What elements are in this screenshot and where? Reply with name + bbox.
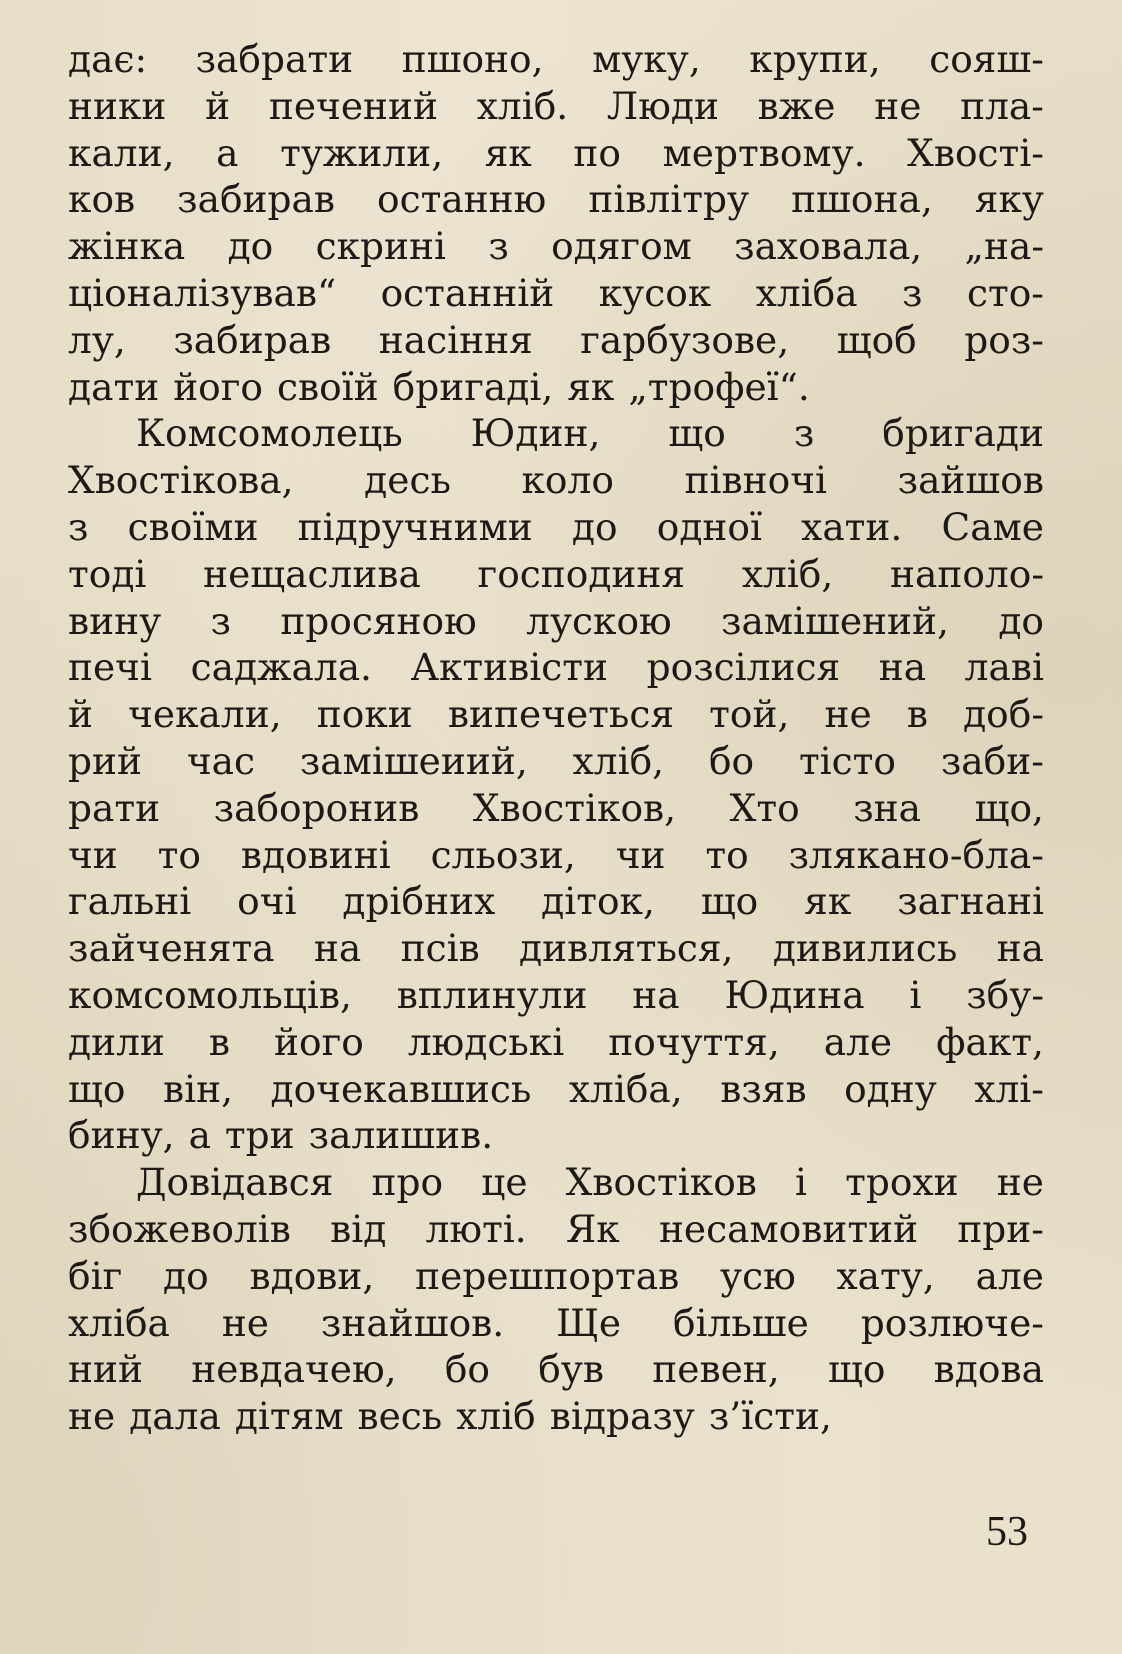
word: а — [188, 1113, 211, 1158]
word: взяв — [720, 1066, 807, 1111]
word: Ще — [556, 1300, 622, 1345]
word: біг — [68, 1253, 123, 1298]
text-line — [68, 504, 1044, 551]
text-line — [68, 972, 1044, 1019]
word: лускою — [526, 598, 672, 643]
word: що, — [974, 785, 1044, 830]
word: кали, — [68, 130, 175, 175]
word: жінка — [68, 224, 186, 269]
word: три — [224, 1113, 295, 1158]
word: заховала, — [734, 224, 923, 269]
word: розлюче- — [860, 1300, 1044, 1345]
word: люті. — [425, 1206, 527, 1251]
word: але — [823, 1019, 893, 1064]
word: вдова — [933, 1347, 1044, 1392]
word: тісто — [798, 738, 897, 783]
text-line — [68, 644, 1044, 691]
word: просяною — [280, 598, 477, 643]
word: насіння — [378, 317, 533, 362]
word: пла- — [960, 83, 1044, 128]
word: тоді — [68, 551, 147, 596]
word: більше — [672, 1300, 809, 1345]
word: підручними — [297, 504, 533, 549]
word: гальні — [68, 879, 192, 924]
word: Довідався — [136, 1160, 334, 1205]
word: печі — [68, 645, 152, 690]
word: не — [996, 1160, 1044, 1205]
word: ники — [68, 83, 167, 128]
text-line — [68, 130, 1044, 177]
word: з — [210, 598, 231, 643]
word: півлітру — [588, 177, 750, 222]
word: вплинули — [396, 972, 588, 1017]
word: своїй — [276, 364, 379, 409]
text-line — [68, 83, 1044, 130]
text-line — [68, 176, 1044, 223]
word: ціоналізував“ — [68, 270, 337, 315]
word: псів — [400, 926, 480, 971]
word: весь — [357, 1394, 443, 1439]
text-line — [68, 832, 1044, 879]
word: збожеволів — [68, 1206, 291, 1251]
word: півночі — [684, 458, 827, 503]
word: Юдина — [724, 972, 865, 1017]
word: ков — [68, 177, 136, 222]
word: бо — [708, 738, 755, 783]
word: одягом — [551, 224, 692, 269]
word: комсомольців, — [68, 972, 352, 1017]
text-line — [68, 1112, 1044, 1159]
word: він, — [162, 1066, 233, 1111]
paragraph — [68, 1159, 1044, 1440]
text-line — [68, 270, 1044, 317]
word: вдови, — [249, 1253, 375, 1298]
word: заборонив — [213, 785, 420, 830]
word: замішеиий, — [299, 738, 528, 783]
word: не — [824, 692, 872, 737]
word: від — [330, 1206, 387, 1251]
word: хату, — [836, 1253, 935, 1298]
text-line — [68, 598, 1044, 645]
word: це — [481, 1160, 528, 1205]
word: усю — [720, 1253, 796, 1298]
word: його — [173, 364, 263, 409]
word: хати. — [801, 504, 903, 549]
word: зайченята — [68, 926, 275, 971]
word: Юдин, — [470, 411, 601, 456]
word: крупи, — [749, 37, 881, 81]
word: рий — [68, 738, 142, 783]
word: хліб. — [476, 83, 569, 128]
word: дивились — [772, 926, 958, 971]
word: хліб, — [572, 738, 665, 783]
word: дітям — [234, 1394, 344, 1439]
word: з — [902, 270, 923, 315]
text-line — [68, 1253, 1044, 1300]
word: з’їсти, — [708, 1394, 832, 1439]
word: на — [878, 645, 927, 690]
word: дає: — [68, 37, 148, 81]
word: злякано-бла- — [788, 832, 1044, 877]
word: почуття, — [608, 1019, 780, 1064]
word: що — [668, 411, 726, 456]
text-line — [68, 1019, 1044, 1066]
word: як — [484, 130, 532, 175]
word: дивляться, — [519, 926, 734, 971]
word: бригади — [882, 411, 1044, 456]
word: хліба, — [568, 1066, 683, 1111]
word: тужили, — [280, 130, 444, 175]
word: хліб — [456, 1394, 536, 1439]
page-number: 53 — [986, 1509, 1028, 1555]
word: що — [827, 1347, 886, 1392]
word: до — [227, 224, 274, 269]
word: чи — [615, 832, 666, 877]
word: бо — [444, 1347, 490, 1392]
word: відразу — [549, 1394, 695, 1439]
word: вину — [68, 598, 162, 643]
word: дочекавшись — [270, 1066, 532, 1111]
word: перешпортав — [415, 1253, 680, 1298]
word: Люди — [606, 83, 719, 128]
word: з — [488, 224, 509, 269]
word: і — [909, 972, 922, 1017]
word: розсілися — [646, 645, 841, 690]
word: дили — [68, 1019, 165, 1064]
word: на — [313, 926, 362, 971]
word: й — [205, 83, 231, 128]
word: до — [998, 598, 1044, 643]
word: а — [216, 130, 239, 175]
word: в — [208, 1019, 231, 1064]
word: зайшов — [897, 458, 1044, 503]
word: ний — [68, 1347, 143, 1392]
word: Хвостіков — [565, 1160, 757, 1205]
word: хліб, — [741, 551, 834, 596]
word: Як — [565, 1206, 620, 1251]
word: хліба — [755, 270, 858, 315]
text-line — [68, 364, 1044, 411]
word: як — [567, 364, 615, 409]
word: час — [186, 738, 255, 783]
word: своїми — [127, 504, 259, 549]
word: господиня — [477, 551, 686, 596]
text-line — [68, 410, 1044, 457]
word: печений — [268, 83, 439, 128]
text-line — [68, 785, 1044, 832]
word: збу- — [966, 972, 1044, 1017]
word: щоб — [836, 317, 917, 362]
word: невдачею, — [191, 1347, 397, 1392]
word: сояш- — [929, 37, 1044, 81]
paragraph — [68, 410, 1044, 1159]
word: бригаді, — [392, 364, 554, 409]
word: яку — [974, 177, 1044, 222]
word: наполо- — [890, 551, 1044, 596]
word: що — [700, 879, 759, 924]
word: роз- — [964, 317, 1044, 362]
word: факт, — [936, 1019, 1044, 1064]
word: зна — [853, 785, 922, 830]
word: по — [573, 130, 621, 175]
word: скрині — [315, 224, 447, 269]
word: лаві — [964, 645, 1044, 690]
word: останню — [377, 177, 547, 222]
word: людські — [407, 1019, 565, 1064]
word: його — [274, 1019, 364, 1064]
text-line — [68, 223, 1044, 270]
text-line — [68, 925, 1044, 972]
text-line — [68, 1346, 1044, 1393]
word: бину, — [68, 1113, 175, 1158]
word: пшона, — [791, 177, 933, 222]
text-line — [68, 551, 1044, 598]
word: про — [371, 1160, 444, 1205]
word: трохи — [845, 1160, 959, 1205]
word: заби- — [940, 738, 1044, 783]
word: сто- — [966, 270, 1044, 315]
word: в — [906, 692, 928, 737]
word: діток, — [541, 879, 655, 924]
word: не — [874, 83, 922, 128]
word: знайшов. — [320, 1300, 505, 1345]
text-line — [68, 878, 1044, 925]
word: сльози, — [430, 832, 576, 877]
word: лу, — [68, 317, 126, 362]
word: що — [68, 1066, 126, 1111]
word: пшоно, — [401, 37, 544, 81]
word: забирав — [173, 317, 332, 362]
word: дати — [68, 364, 160, 409]
word: саджала. — [190, 645, 372, 690]
word: хліба — [68, 1300, 170, 1345]
word: і — [795, 1160, 808, 1205]
word: „трофеї“. — [628, 364, 810, 409]
word: десь — [364, 458, 451, 503]
word: Хто — [729, 785, 800, 830]
word: на — [996, 926, 1044, 971]
text-line — [68, 1300, 1044, 1347]
word: Хвостікова, — [68, 458, 294, 503]
word: очі — [237, 879, 297, 924]
word: забирав — [177, 177, 335, 222]
word: одної — [656, 504, 762, 549]
word: випечеться — [447, 692, 675, 737]
text-line — [68, 1066, 1044, 1113]
word: рати — [68, 785, 161, 830]
word: Хвості- — [907, 130, 1044, 175]
word: не — [68, 1394, 116, 1439]
text-line — [68, 36, 1044, 83]
word: не — [221, 1300, 269, 1345]
word: чекали, — [128, 692, 282, 737]
text-line — [68, 317, 1044, 364]
word: замішений, — [721, 598, 949, 643]
word: вдовині — [240, 832, 391, 877]
word: Хвостіков, — [472, 785, 677, 830]
word: при- — [957, 1206, 1044, 1251]
word: доб- — [963, 692, 1044, 737]
word: вже — [757, 83, 836, 128]
word: несамовитий — [658, 1206, 919, 1251]
word: коло — [521, 458, 614, 503]
text-line — [68, 691, 1044, 738]
word: чи — [68, 832, 118, 877]
word: був — [538, 1347, 605, 1392]
text-line — [68, 1206, 1044, 1253]
word: нещаслива — [203, 551, 421, 596]
text-line — [68, 1159, 1044, 1206]
word: останній — [380, 270, 555, 315]
word: гарбузове, — [580, 317, 790, 362]
word: той, — [709, 692, 790, 737]
word: одну — [844, 1066, 937, 1111]
word: залишив. — [308, 1113, 494, 1158]
word: кусок — [598, 270, 712, 315]
word: хлі- — [974, 1066, 1044, 1111]
word: як — [804, 879, 852, 924]
paragraph — [68, 36, 1044, 410]
body-text — [68, 36, 1044, 1440]
text-line — [68, 1393, 1044, 1440]
word: мертвому. — [662, 130, 866, 175]
text-line — [68, 457, 1044, 504]
word: поки — [316, 692, 413, 737]
word: муку, — [592, 37, 701, 81]
word: дала — [129, 1394, 221, 1439]
word: на — [632, 972, 680, 1017]
word: то — [157, 832, 201, 877]
word: Активісти — [410, 645, 609, 690]
word: певен, — [652, 1347, 780, 1392]
word: забрати — [195, 37, 354, 81]
word: з — [793, 411, 815, 456]
word: але — [975, 1253, 1044, 1298]
word: Комсомолець — [136, 411, 403, 456]
word: з — [68, 504, 89, 549]
word: „на- — [964, 224, 1044, 269]
word: до — [571, 504, 618, 549]
text-line — [68, 738, 1044, 785]
word: загнані — [897, 879, 1044, 924]
word: Саме — [941, 504, 1044, 549]
word: дрібних — [342, 879, 496, 924]
word: до — [163, 1253, 209, 1298]
word: то — [705, 832, 749, 877]
word: й — [68, 692, 93, 737]
